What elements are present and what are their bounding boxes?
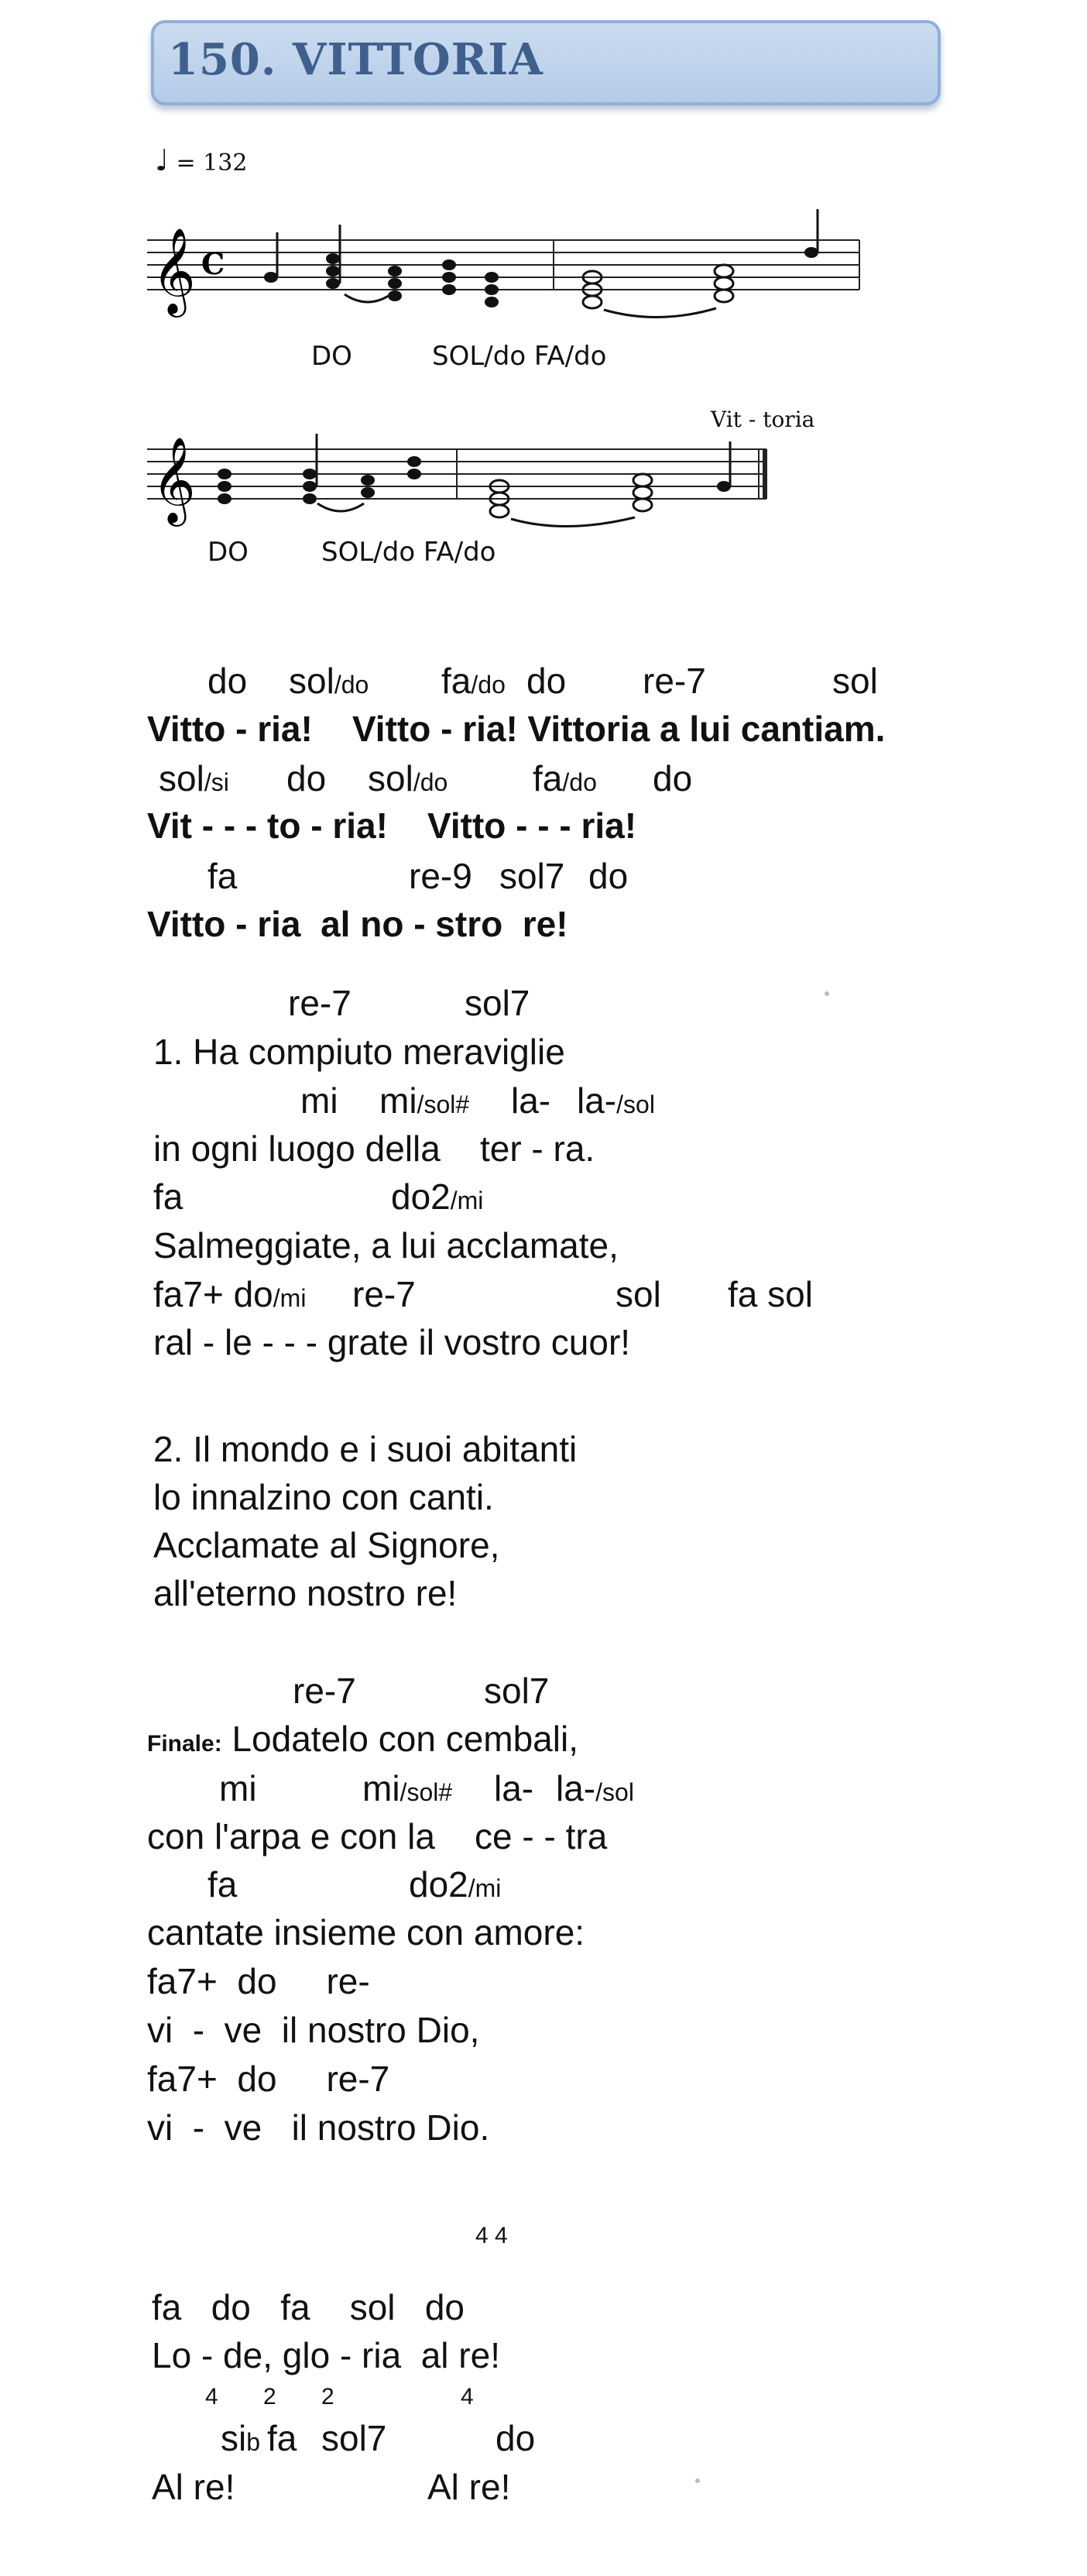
chord: re-7 — [293, 1671, 356, 1711]
lyric-line: Vitto - ria! Vitto - ria! Vittoria a lui cantiam. — [147, 709, 886, 749]
chord: la- — [494, 1768, 534, 1808]
chord: fa — [207, 1864, 238, 1905]
finger-number: 2 — [321, 2384, 334, 2409]
music-staff-1 — [147, 209, 867, 325]
chord: do — [653, 758, 693, 799]
chord: re-7 — [643, 661, 706, 701]
title-banner — [151, 20, 941, 105]
vittoria-lyric-label: Vit - toria — [711, 407, 815, 432]
lyric-line: Salmeggiate, a lui acclamate, — [153, 1225, 619, 1266]
quarter-note-icon: ♩ — [155, 143, 169, 177]
lyric-line: con l'arpa e con la ce - - tra — [147, 1816, 608, 1856]
finger-number: 2 — [263, 2384, 276, 2409]
chord: sol7 — [465, 983, 530, 1023]
chord: sol7 — [321, 2418, 387, 2458]
chord: mi/sol# — [379, 1080, 470, 1121]
speck — [695, 2478, 700, 2483]
tempo-value: = 132 — [176, 149, 248, 177]
chord: do — [526, 661, 567, 701]
chord: do2/mi — [409, 1864, 502, 1905]
chord: sol/do — [368, 758, 448, 799]
treble-clef-icon: 𝄞 — [152, 227, 196, 314]
lyric-line: in ogni luogo della ter - ra. — [153, 1128, 595, 1169]
lyric-line: Al re! — [152, 2467, 235, 2507]
chord: fa — [153, 1176, 183, 1217]
meter-label: 4 4 — [475, 2223, 508, 2248]
chord: mi — [300, 1080, 338, 1121]
chord: sol7 — [484, 1671, 550, 1711]
lyric-line: lo innalzino con canti. — [153, 1477, 494, 1517]
staff-2-chord-do: DO — [207, 537, 249, 568]
chord-line: fa7+ do re- — [147, 1961, 370, 2001]
lyric-line: Finale: Lodatelo con cembali, — [147, 1719, 578, 1759]
staff-1-chord-do: DO — [311, 341, 352, 372]
lyric-line: ral - le - - - grate il vostro cuor! — [153, 1322, 631, 1362]
chord: fa/do — [533, 758, 597, 799]
lyric-line: 2. Il mondo e i suoi abitanti — [153, 1429, 578, 1469]
chord: fa — [267, 2418, 297, 2458]
chord: re-9 — [409, 856, 472, 896]
lyric-line: cantate insieme con amore: — [147, 1912, 585, 1953]
lyric-line: vi - ve il nostro Dio. — [147, 2107, 490, 2148]
tempo-marking — [155, 143, 247, 177]
chord: do — [588, 856, 629, 896]
lyric-line: Acclamate al Signore, — [153, 1525, 500, 1565]
chord: sol/do — [289, 661, 369, 701]
treble-clef-icon: 𝄞 — [152, 436, 196, 523]
chord-line: fa7+ do re-7 — [147, 2059, 390, 2099]
time-signature: C — [201, 246, 225, 281]
chord: fa sol — [728, 1274, 813, 1314]
chord: mi — [219, 1768, 257, 1808]
chord: sol — [616, 1274, 661, 1314]
finger-number: 4 — [461, 2384, 474, 2409]
lyric-line: Al re! — [427, 2467, 511, 2507]
speck — [825, 991, 829, 996]
chord: fa — [207, 856, 238, 896]
chord: do — [207, 661, 248, 701]
chord: re-7 — [288, 983, 351, 1023]
lyric-line: Vit - - - to - ria! Vitto - - - ria! — [147, 805, 637, 846]
chord: la- — [511, 1080, 551, 1121]
chord: sol/si — [159, 758, 229, 799]
chord: do2/mi — [391, 1176, 484, 1217]
lyric-line: Lo - de, glo - ria al re! — [152, 2335, 500, 2375]
chord: mi/sol# — [362, 1768, 453, 1808]
lyric-line: all'eterno nostro re! — [153, 1573, 458, 1613]
chord: re-7 — [352, 1274, 416, 1314]
chord-line: fa do fa sol do — [152, 2287, 465, 2327]
chord: sol7 — [499, 856, 565, 896]
chord: la-/sol — [556, 1768, 634, 1808]
chord: do — [495, 2418, 536, 2458]
lyric-line: 1. Ha compiuto meraviglie — [153, 1032, 565, 1072]
finger-number: 4 — [205, 2384, 218, 2409]
chord: fa/do — [441, 661, 506, 701]
chord: la-/sol — [577, 1080, 655, 1121]
song-title: 150. VITTORIA — [168, 34, 544, 85]
finale-label: Finale: — [147, 1731, 222, 1757]
lyric-line: vi - ve il nostro Dio, — [147, 2010, 480, 2050]
lyric-line: Vitto - ria al no - stro re! — [147, 904, 568, 944]
chord: fa7+ do/mi — [153, 1274, 307, 1314]
chord: sol — [832, 661, 878, 701]
chord: sib — [221, 2418, 261, 2458]
staff-2-chord-sol-fa: SOL/do FA/do — [321, 537, 496, 568]
music-staff-2 — [147, 418, 797, 534]
staff-1-chord-sol-fa: SOL/do FA/do — [432, 341, 607, 372]
chord: do — [286, 758, 327, 799]
